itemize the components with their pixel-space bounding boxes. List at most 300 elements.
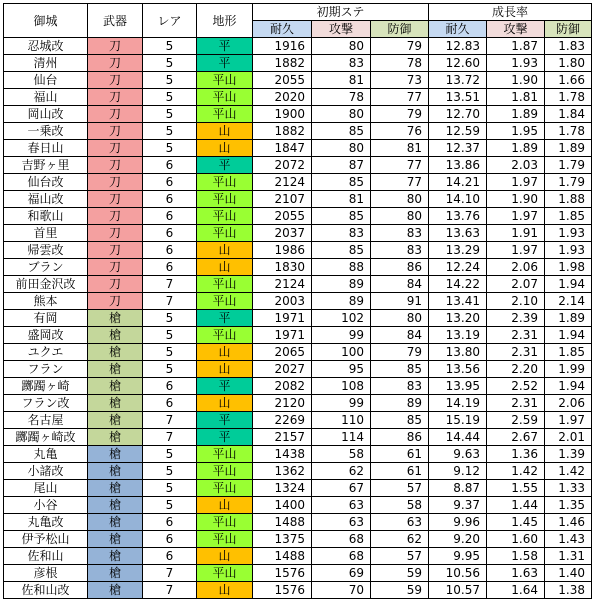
- initial-attack-cell: 85: [312, 174, 371, 191]
- initial-attack-cell: 68: [312, 548, 371, 565]
- rarity-cell: 5: [143, 38, 197, 55]
- initial-attack-cell: 69: [312, 565, 371, 582]
- table-row: [4, 344, 592, 361]
- weapon-cell: 刀: [88, 174, 143, 191]
- rarity-cell: 6: [143, 514, 197, 531]
- table-row: [4, 565, 592, 582]
- rarity-cell: 7: [143, 412, 197, 429]
- growth-durability-cell: 9.95: [429, 548, 487, 565]
- growth-attack-cell: 1.89: [487, 106, 545, 123]
- weapon-cell: 槍: [88, 395, 143, 412]
- rarity-cell: 7: [143, 293, 197, 310]
- terrain-cell: 平山: [197, 514, 253, 531]
- growth-durability-cell: 12.83: [429, 38, 487, 55]
- initial-attack-cell: 70: [312, 582, 371, 599]
- rarity-cell: 5: [143, 140, 197, 157]
- initial-durability-cell: 1375: [253, 531, 312, 548]
- growth-durability-cell: 13.20: [429, 310, 487, 327]
- initial-defense-cell: 76: [371, 123, 429, 140]
- initial-durability-cell: 1576: [253, 565, 312, 582]
- growth-defense-cell: 1.33: [545, 480, 592, 497]
- growth-attack-cell: 1.91: [487, 225, 545, 242]
- growth-durability-cell: 13.29: [429, 242, 487, 259]
- growth-attack-cell: 1.36: [487, 446, 545, 463]
- weapon-cell: 刀: [88, 55, 143, 72]
- castle-name-cell: 福山改: [4, 191, 88, 208]
- growth-attack-cell: 1.90: [487, 191, 545, 208]
- initial-attack-cell: 99: [312, 327, 371, 344]
- castle-name-cell: 名古屋: [4, 412, 88, 429]
- growth-attack-cell: 2.10: [487, 293, 545, 310]
- header-terrain: 地形: [197, 4, 253, 38]
- growth-attack-cell: 1.90: [487, 72, 545, 89]
- initial-attack-cell: 87: [312, 157, 371, 174]
- growth-defense-cell: 1.85: [545, 344, 592, 361]
- table-row: [4, 157, 592, 174]
- header-growth-rate: 成長率: [429, 4, 592, 21]
- initial-durability-cell: 2037: [253, 225, 312, 242]
- initial-durability-cell: 1438: [253, 446, 312, 463]
- initial-attack-cell: 110: [312, 412, 371, 429]
- initial-durability-cell: 2124: [253, 276, 312, 293]
- terrain-cell: 山: [197, 361, 253, 378]
- growth-defense-cell: 2.14: [545, 293, 592, 310]
- growth-attack-cell: 1.42: [487, 463, 545, 480]
- weapon-cell: 刀: [88, 72, 143, 89]
- castle-rows: [4, 38, 592, 599]
- table-row: [4, 208, 592, 225]
- terrain-cell: 平山: [197, 480, 253, 497]
- growth-attack-cell: 1.93: [487, 55, 545, 72]
- rarity-cell: 5: [143, 310, 197, 327]
- initial-defense-cell: 80: [371, 208, 429, 225]
- initial-durability-cell: 1488: [253, 514, 312, 531]
- initial-defense-cell: 73: [371, 72, 429, 89]
- weapon-cell: 刀: [88, 123, 143, 140]
- initial-attack-cell: 68: [312, 531, 371, 548]
- initial-durability-cell: 1971: [253, 310, 312, 327]
- castle-name-cell: 盛岡改: [4, 327, 88, 344]
- table-row: [4, 463, 592, 480]
- initial-durability-cell: 1324: [253, 480, 312, 497]
- growth-defense-cell: 1.35: [545, 497, 592, 514]
- header-castle: 御城: [4, 4, 88, 38]
- rarity-cell: 5: [143, 106, 197, 123]
- terrain-cell: 平山: [197, 276, 253, 293]
- header-initial-durability: 耐久: [253, 21, 312, 38]
- growth-durability-cell: 14.19: [429, 395, 487, 412]
- terrain-cell: 平山: [197, 463, 253, 480]
- rarity-cell: 6: [143, 174, 197, 191]
- table-row: [4, 395, 592, 412]
- initial-defense-cell: 85: [371, 412, 429, 429]
- weapon-cell: 刀: [88, 276, 143, 293]
- growth-defense-cell: 1.43: [545, 531, 592, 548]
- castle-name-cell: 春日山: [4, 140, 88, 157]
- terrain-cell: 山: [197, 140, 253, 157]
- initial-durability-cell: 1576: [253, 582, 312, 599]
- growth-durability-cell: 12.59: [429, 123, 487, 140]
- weapon-cell: 刀: [88, 38, 143, 55]
- initial-defense-cell: 61: [371, 446, 429, 463]
- initial-defense-cell: 91: [371, 293, 429, 310]
- castle-name-cell: 帰雲改: [4, 242, 88, 259]
- rarity-cell: 5: [143, 497, 197, 514]
- growth-durability-cell: 12.37: [429, 140, 487, 157]
- initial-durability-cell: 2269: [253, 412, 312, 429]
- rarity-cell: 6: [143, 225, 197, 242]
- table-row: [4, 123, 592, 140]
- weapon-cell: 槍: [88, 565, 143, 582]
- castle-name-cell: 尾山: [4, 480, 88, 497]
- terrain-cell: 平山: [197, 89, 253, 106]
- castle-name-cell: 丸亀: [4, 446, 88, 463]
- growth-durability-cell: 13.56: [429, 361, 487, 378]
- growth-durability-cell: 9.20: [429, 531, 487, 548]
- growth-defense-cell: 1.88: [545, 191, 592, 208]
- initial-defense-cell: 83: [371, 225, 429, 242]
- rarity-cell: 5: [143, 446, 197, 463]
- rarity-cell: 5: [143, 327, 197, 344]
- weapon-cell: 刀: [88, 140, 143, 157]
- growth-attack-cell: 2.31: [487, 344, 545, 361]
- rarity-cell: 5: [143, 463, 197, 480]
- castle-name-cell: 小谷: [4, 497, 88, 514]
- growth-defense-cell: 1.93: [545, 242, 592, 259]
- initial-attack-cell: 85: [312, 242, 371, 259]
- castle-name-cell: 福山: [4, 89, 88, 106]
- rarity-cell: 6: [143, 548, 197, 565]
- table-row: [4, 531, 592, 548]
- initial-defense-cell: 57: [371, 548, 429, 565]
- weapon-cell: 槍: [88, 531, 143, 548]
- rarity-cell: 5: [143, 72, 197, 89]
- growth-attack-cell: 1.44: [487, 497, 545, 514]
- table-row: [4, 514, 592, 531]
- weapon-cell: 刀: [88, 106, 143, 123]
- growth-attack-cell: 1.95: [487, 123, 545, 140]
- initial-attack-cell: 83: [312, 225, 371, 242]
- initial-durability-cell: 2065: [253, 344, 312, 361]
- weapon-cell: 刀: [88, 157, 143, 174]
- castle-name-cell: 忍城改: [4, 38, 88, 55]
- table-row: [4, 55, 592, 72]
- initial-defense-cell: 79: [371, 106, 429, 123]
- growth-durability-cell: 12.24: [429, 259, 487, 276]
- terrain-cell: 平: [197, 38, 253, 55]
- growth-durability-cell: 13.51: [429, 89, 487, 106]
- growth-defense-cell: 1.40: [545, 565, 592, 582]
- initial-defense-cell: 80: [371, 310, 429, 327]
- initial-durability-cell: 2120: [253, 395, 312, 412]
- table-row: [4, 225, 592, 242]
- castle-name-cell: 岡山改: [4, 106, 88, 123]
- rarity-cell: 5: [143, 123, 197, 140]
- growth-defense-cell: 1.84: [545, 106, 592, 123]
- growth-durability-cell: 13.41: [429, 293, 487, 310]
- growth-durability-cell: 13.76: [429, 208, 487, 225]
- rarity-cell: 6: [143, 242, 197, 259]
- header-growth-attack: 攻撃: [487, 21, 545, 38]
- castle-name-cell: フラン改: [4, 395, 88, 412]
- growth-defense-cell: 1.66: [545, 72, 592, 89]
- terrain-cell: 山: [197, 344, 253, 361]
- initial-attack-cell: 80: [312, 38, 371, 55]
- initial-attack-cell: 58: [312, 446, 371, 463]
- initial-defense-cell: 80: [371, 191, 429, 208]
- growth-attack-cell: 2.06: [487, 259, 545, 276]
- growth-defense-cell: 1.78: [545, 89, 592, 106]
- growth-attack-cell: 1.64: [487, 582, 545, 599]
- header-growth-durability: 耐久: [429, 21, 487, 38]
- growth-durability-cell: 10.57: [429, 582, 487, 599]
- initial-attack-cell: 63: [312, 497, 371, 514]
- terrain-cell: 平山: [197, 106, 253, 123]
- growth-defense-cell: 1.89: [545, 140, 592, 157]
- growth-durability-cell: 13.19: [429, 327, 487, 344]
- rarity-cell: 6: [143, 157, 197, 174]
- initial-defense-cell: 61: [371, 463, 429, 480]
- initial-attack-cell: 80: [312, 140, 371, 157]
- table-row: [4, 72, 592, 89]
- table-row: [4, 497, 592, 514]
- castle-name-cell: 清州: [4, 55, 88, 72]
- growth-durability-cell: 13.72: [429, 72, 487, 89]
- initial-durability-cell: 1900: [253, 106, 312, 123]
- initial-durability-cell: 1882: [253, 123, 312, 140]
- initial-defense-cell: 58: [371, 497, 429, 514]
- terrain-cell: 平山: [197, 531, 253, 548]
- growth-defense-cell: 1.97: [545, 412, 592, 429]
- table-row: [4, 412, 592, 429]
- growth-attack-cell: 1.97: [487, 174, 545, 191]
- castle-name-cell: 首里: [4, 225, 88, 242]
- weapon-cell: 槍: [88, 378, 143, 395]
- initial-attack-cell: 108: [312, 378, 371, 395]
- initial-attack-cell: 95: [312, 361, 371, 378]
- castle-name-cell: 彦根: [4, 565, 88, 582]
- header-initial-attack: 攻撃: [312, 21, 371, 38]
- initial-attack-cell: 85: [312, 123, 371, 140]
- table-row: [4, 276, 592, 293]
- table-row: [4, 446, 592, 463]
- growth-durability-cell: 9.96: [429, 514, 487, 531]
- initial-durability-cell: 1362: [253, 463, 312, 480]
- growth-defense-cell: 1.98: [545, 259, 592, 276]
- growth-durability-cell: 9.63: [429, 446, 487, 463]
- castle-name-cell: 伊予松山: [4, 531, 88, 548]
- initial-durability-cell: 2003: [253, 293, 312, 310]
- table-row: [4, 89, 592, 106]
- growth-durability-cell: 14.22: [429, 276, 487, 293]
- terrain-cell: 平山: [197, 72, 253, 89]
- growth-defense-cell: 1.78: [545, 123, 592, 140]
- weapon-cell: 刀: [88, 293, 143, 310]
- weapon-cell: 槍: [88, 361, 143, 378]
- initial-durability-cell: 2055: [253, 72, 312, 89]
- rarity-cell: 5: [143, 89, 197, 106]
- initial-durability-cell: 1971: [253, 327, 312, 344]
- initial-defense-cell: 86: [371, 259, 429, 276]
- weapon-cell: 槍: [88, 344, 143, 361]
- weapon-cell: 槍: [88, 480, 143, 497]
- initial-attack-cell: 99: [312, 395, 371, 412]
- initial-defense-cell: 89: [371, 395, 429, 412]
- table-row: [4, 310, 592, 327]
- growth-attack-cell: 1.87: [487, 38, 545, 55]
- initial-attack-cell: 89: [312, 276, 371, 293]
- castle-name-cell: 躑躅ヶ崎: [4, 378, 88, 395]
- initial-defense-cell: 84: [371, 276, 429, 293]
- terrain-cell: 平: [197, 378, 253, 395]
- initial-defense-cell: 57: [371, 480, 429, 497]
- rarity-cell: 6: [143, 378, 197, 395]
- table-row: [4, 378, 592, 395]
- growth-attack-cell: 2.52: [487, 378, 545, 395]
- table-row: [4, 259, 592, 276]
- growth-attack-cell: 1.81: [487, 89, 545, 106]
- castle-stats-sheet: [3, 3, 592, 599]
- castle-name-cell: 丸亀改: [4, 514, 88, 531]
- initial-defense-cell: 84: [371, 327, 429, 344]
- terrain-cell: 山: [197, 548, 253, 565]
- header-rarity: レア: [143, 4, 197, 38]
- growth-durability-cell: 13.80: [429, 344, 487, 361]
- growth-attack-cell: 2.07: [487, 276, 545, 293]
- growth-attack-cell: 1.58: [487, 548, 545, 565]
- initial-defense-cell: 78: [371, 55, 429, 72]
- table-row: [4, 38, 592, 55]
- header-weapon: 武器: [88, 4, 143, 38]
- castle-stats-table: [3, 3, 592, 599]
- rarity-cell: 6: [143, 208, 197, 225]
- growth-durability-cell: 12.60: [429, 55, 487, 72]
- growth-durability-cell: 15.19: [429, 412, 487, 429]
- initial-durability-cell: 1882: [253, 55, 312, 72]
- terrain-cell: 平山: [197, 293, 253, 310]
- initial-defense-cell: 77: [371, 174, 429, 191]
- table-row: [4, 327, 592, 344]
- terrain-cell: 平山: [197, 225, 253, 242]
- weapon-cell: 刀: [88, 191, 143, 208]
- growth-durability-cell: 8.87: [429, 480, 487, 497]
- castle-name-cell: 躑躅ヶ崎改: [4, 429, 88, 446]
- rarity-cell: 5: [143, 480, 197, 497]
- terrain-cell: 平山: [197, 208, 253, 225]
- initial-defense-cell: 85: [371, 361, 429, 378]
- growth-defense-cell: 1.83: [545, 38, 592, 55]
- terrain-cell: 山: [197, 582, 253, 599]
- growth-attack-cell: 1.45: [487, 514, 545, 531]
- table-row: [4, 293, 592, 310]
- initial-durability-cell: 1830: [253, 259, 312, 276]
- growth-defense-cell: 1.79: [545, 174, 592, 191]
- terrain-cell: 平: [197, 55, 253, 72]
- terrain-cell: 山: [197, 242, 253, 259]
- growth-attack-cell: 1.60: [487, 531, 545, 548]
- initial-defense-cell: 59: [371, 582, 429, 599]
- growth-defense-cell: 1.94: [545, 276, 592, 293]
- growth-durability-cell: 13.95: [429, 378, 487, 395]
- terrain-cell: 山: [197, 259, 253, 276]
- castle-name-cell: 有岡: [4, 310, 88, 327]
- table-row: [4, 429, 592, 446]
- initial-attack-cell: 81: [312, 72, 371, 89]
- initial-defense-cell: 79: [371, 38, 429, 55]
- growth-defense-cell: 1.94: [545, 327, 592, 344]
- initial-defense-cell: 59: [371, 565, 429, 582]
- initial-defense-cell: 77: [371, 157, 429, 174]
- castle-name-cell: 仙台改: [4, 174, 88, 191]
- initial-durability-cell: 1986: [253, 242, 312, 259]
- terrain-cell: 平山: [197, 191, 253, 208]
- castle-name-cell: 熊本: [4, 293, 88, 310]
- terrain-cell: 平: [197, 157, 253, 174]
- rarity-cell: 6: [143, 191, 197, 208]
- castle-name-cell: 小諸改: [4, 463, 88, 480]
- initial-durability-cell: 2157: [253, 429, 312, 446]
- weapon-cell: 刀: [88, 208, 143, 225]
- growth-attack-cell: 2.67: [487, 429, 545, 446]
- table-row: [4, 191, 592, 208]
- castle-name-cell: ユクエ: [4, 344, 88, 361]
- castle-name-cell: 佐和山: [4, 548, 88, 565]
- initial-durability-cell: 2020: [253, 89, 312, 106]
- growth-attack-cell: 1.89: [487, 140, 545, 157]
- initial-attack-cell: 100: [312, 344, 371, 361]
- growth-attack-cell: 1.55: [487, 480, 545, 497]
- growth-defense-cell: 1.94: [545, 378, 592, 395]
- terrain-cell: 平: [197, 310, 253, 327]
- rarity-cell: 7: [143, 565, 197, 582]
- initial-attack-cell: 67: [312, 480, 371, 497]
- table-row: [4, 361, 592, 378]
- weapon-cell: 槍: [88, 429, 143, 446]
- table-row: [4, 140, 592, 157]
- rarity-cell: 6: [143, 531, 197, 548]
- initial-attack-cell: 62: [312, 463, 371, 480]
- castle-name-cell: フラン: [4, 361, 88, 378]
- terrain-cell: 平山: [197, 565, 253, 582]
- rarity-cell: 7: [143, 429, 197, 446]
- castle-name-cell: 吉野ヶ里: [4, 157, 88, 174]
- growth-defense-cell: 2.01: [545, 429, 592, 446]
- growth-attack-cell: 2.31: [487, 395, 545, 412]
- initial-durability-cell: 2082: [253, 378, 312, 395]
- castle-name-cell: 佐和山改: [4, 582, 88, 599]
- castle-name-cell: ブラン: [4, 259, 88, 276]
- growth-defense-cell: 1.99: [545, 361, 592, 378]
- initial-defense-cell: 83: [371, 242, 429, 259]
- growth-attack-cell: 2.39: [487, 310, 545, 327]
- rarity-cell: 6: [143, 259, 197, 276]
- initial-attack-cell: 88: [312, 259, 371, 276]
- growth-defense-cell: 1.31: [545, 548, 592, 565]
- growth-durability-cell: 13.63: [429, 225, 487, 242]
- initial-defense-cell: 62: [371, 531, 429, 548]
- initial-durability-cell: 1488: [253, 548, 312, 565]
- growth-durability-cell: 9.12: [429, 463, 487, 480]
- initial-defense-cell: 79: [371, 344, 429, 361]
- header-initial-defense: 防御: [371, 21, 429, 38]
- initial-durability-cell: 1400: [253, 497, 312, 514]
- rarity-cell: 5: [143, 361, 197, 378]
- growth-defense-cell: 1.89: [545, 310, 592, 327]
- growth-defense-cell: 1.93: [545, 225, 592, 242]
- weapon-cell: 槍: [88, 412, 143, 429]
- growth-defense-cell: 1.39: [545, 446, 592, 463]
- initial-durability-cell: 2124: [253, 174, 312, 191]
